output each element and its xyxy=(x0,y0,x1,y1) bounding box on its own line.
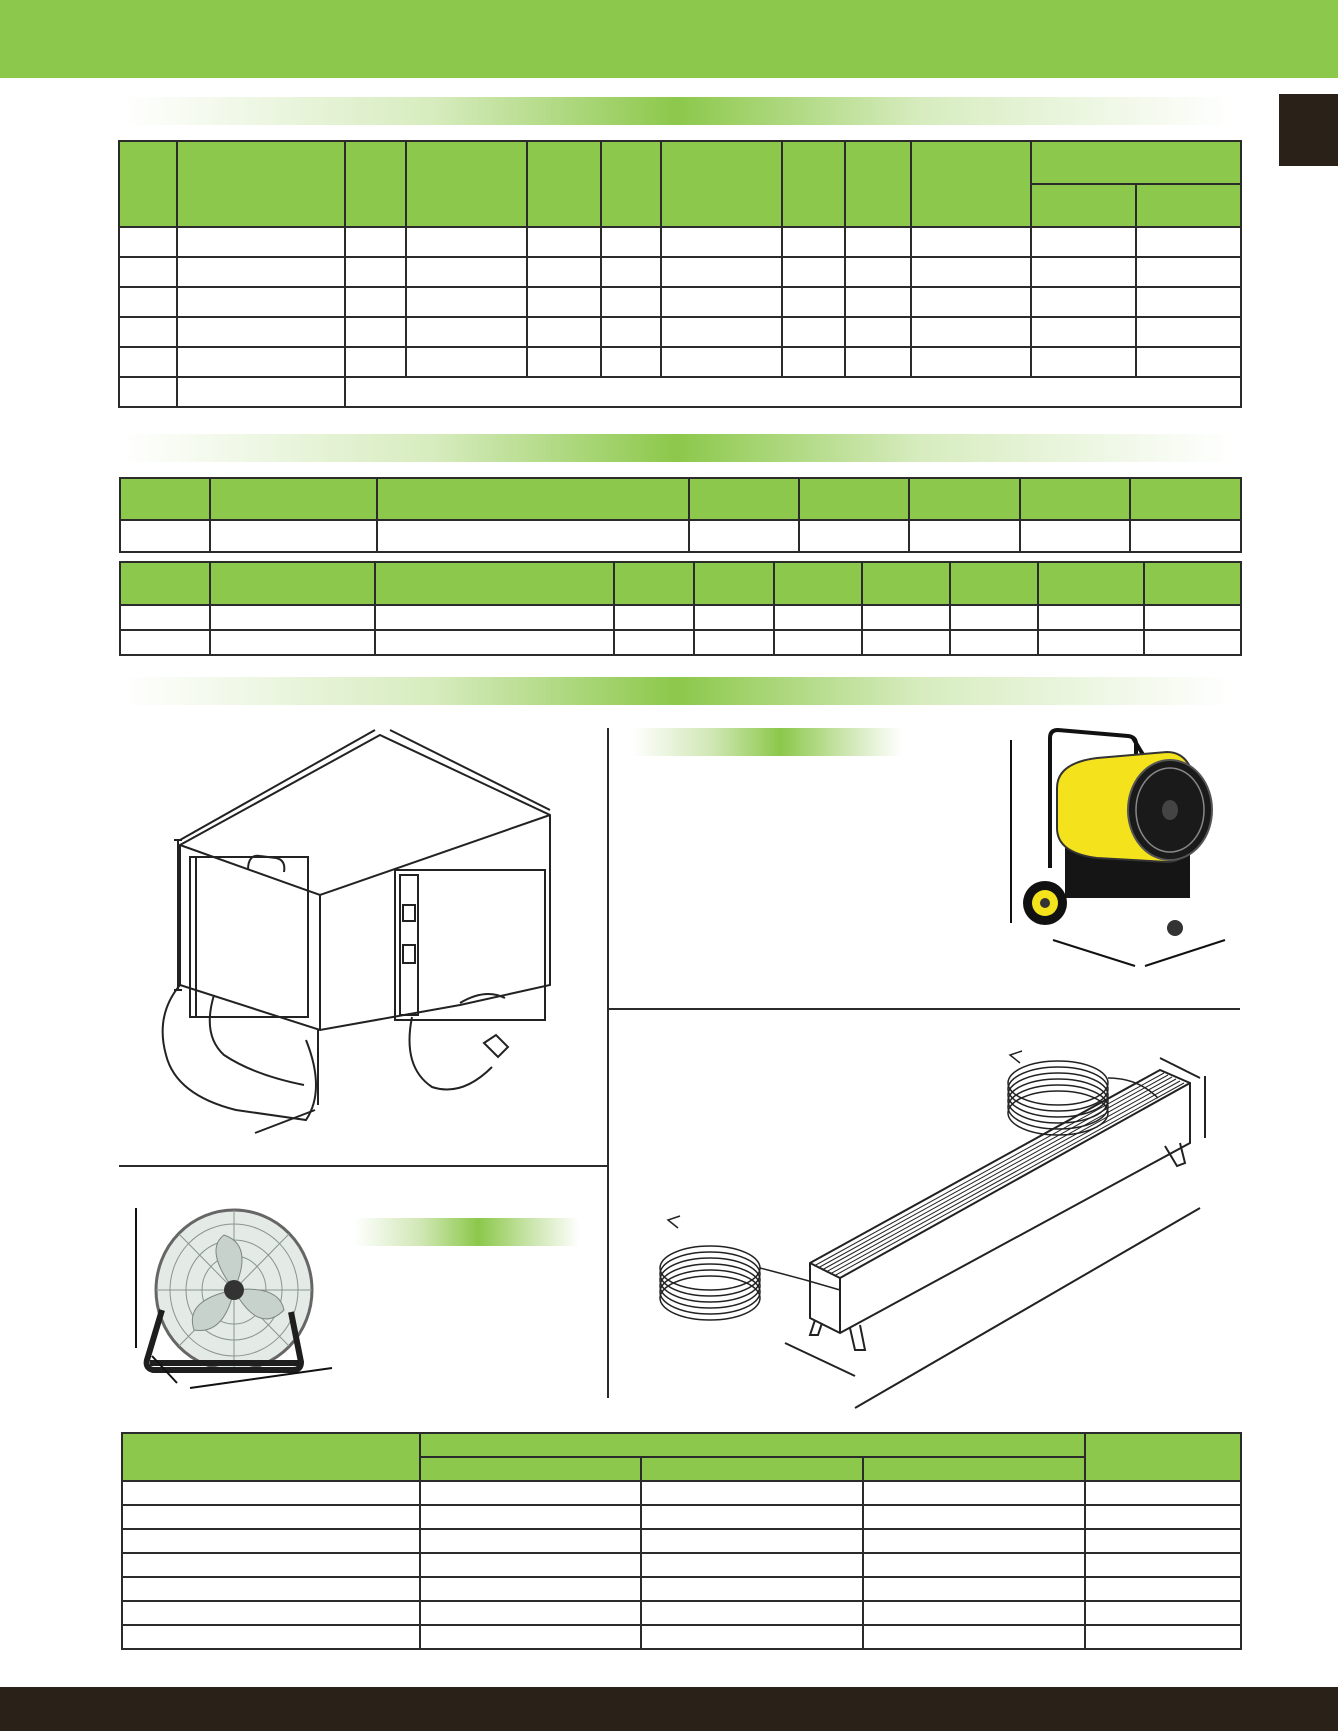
spec-table-1-header-cell xyxy=(601,141,661,227)
table-cell xyxy=(661,347,782,377)
table-cell xyxy=(694,630,774,655)
table-cell xyxy=(863,1625,1085,1649)
portable-heater-illustration xyxy=(150,725,570,1145)
table-cell xyxy=(119,347,177,377)
table-cell xyxy=(950,630,1038,655)
table-cell xyxy=(601,257,661,287)
table-cell xyxy=(774,630,862,655)
spec-table-1-header-cell xyxy=(527,141,601,227)
table-cell xyxy=(210,630,375,655)
table-row xyxy=(119,377,1241,407)
table-cell xyxy=(601,227,661,257)
table-row xyxy=(122,1601,1241,1625)
table-cell xyxy=(122,1505,420,1529)
table-cell xyxy=(1136,227,1241,257)
table-cell xyxy=(641,1553,863,1577)
table-cell xyxy=(375,605,614,630)
table-cell xyxy=(614,605,694,630)
table-cell xyxy=(911,347,1031,377)
table-cell xyxy=(1136,347,1241,377)
table-cell xyxy=(641,1505,863,1529)
spec-table-4 xyxy=(121,1432,1242,1650)
spec-table-1-header-cell xyxy=(911,141,1031,227)
table-cell xyxy=(950,562,1038,605)
table-cell xyxy=(863,1553,1085,1577)
table-cell xyxy=(661,257,782,287)
table-row xyxy=(119,347,1241,377)
table-cell xyxy=(1031,257,1136,287)
table-cell xyxy=(527,287,601,317)
wheeled-blower-heater-image xyxy=(1005,718,1235,948)
table-row xyxy=(122,1577,1241,1601)
table-cell xyxy=(345,347,406,377)
table-cell xyxy=(420,1577,641,1601)
table-row xyxy=(122,1481,1241,1505)
table-cell xyxy=(527,317,601,347)
spec-table-1-header-cell xyxy=(119,141,177,227)
table-cell xyxy=(1031,227,1136,257)
table-cell xyxy=(406,317,527,347)
table-cell xyxy=(119,377,177,407)
table-cell xyxy=(177,257,345,287)
table-cell xyxy=(375,630,614,655)
horizontal-divider-right xyxy=(607,1008,1240,1010)
table-cell xyxy=(406,257,527,287)
table-cell xyxy=(601,287,661,317)
table-cell xyxy=(406,347,527,377)
table-cell xyxy=(1038,630,1144,655)
table-cell xyxy=(862,605,950,630)
table-cell xyxy=(1085,1481,1241,1505)
table-cell xyxy=(694,605,774,630)
table-cell xyxy=(377,520,689,552)
spec-table-4-subheader-cell xyxy=(863,1457,1085,1481)
table-cell xyxy=(420,1553,641,1577)
table-cell xyxy=(122,1577,420,1601)
table-cell xyxy=(177,287,345,317)
table-cell xyxy=(1085,1505,1241,1529)
table-cell xyxy=(122,1553,420,1577)
table-row xyxy=(119,317,1241,347)
table-cell xyxy=(377,478,689,520)
table-cell xyxy=(345,257,406,287)
table-cell xyxy=(909,478,1020,520)
spec-table-4-subheader-cell xyxy=(420,1457,641,1481)
table-cell xyxy=(1085,1577,1241,1601)
table-cell xyxy=(119,317,177,347)
table-row xyxy=(119,257,1241,287)
table-cell xyxy=(689,478,799,520)
table-cell xyxy=(345,227,406,257)
table-cell xyxy=(345,287,406,317)
table-cell xyxy=(799,478,909,520)
spec-table-1-header-group xyxy=(1031,141,1241,184)
spec-table-1-header-cell xyxy=(782,141,845,227)
table-cell xyxy=(120,630,210,655)
table-cell xyxy=(406,287,527,317)
table-cell xyxy=(911,227,1031,257)
table-row xyxy=(119,287,1241,317)
section-band-3 xyxy=(122,677,1232,705)
table-cell xyxy=(782,257,845,287)
table-cell xyxy=(862,562,950,605)
table-cell xyxy=(119,257,177,287)
table-cell xyxy=(1144,605,1241,630)
table-cell xyxy=(863,1577,1085,1601)
table-row xyxy=(122,1529,1241,1553)
table-cell xyxy=(420,1481,641,1505)
table-cell xyxy=(799,520,909,552)
table-cell xyxy=(1130,520,1241,552)
table-cell xyxy=(661,287,782,317)
table-cell xyxy=(527,257,601,287)
spec-table-4-header-cell xyxy=(1085,1433,1241,1481)
table-cell xyxy=(1031,347,1136,377)
table-cell xyxy=(120,605,210,630)
table-cell xyxy=(1136,287,1241,317)
table-cell xyxy=(375,562,614,605)
floor-fan-image xyxy=(122,1198,347,1398)
table-cell xyxy=(641,1529,863,1553)
table-cell xyxy=(122,1529,420,1553)
table-cell xyxy=(782,287,845,317)
table-cell xyxy=(120,520,210,552)
table-cell xyxy=(210,605,375,630)
spec-table-4-subheader-cell xyxy=(641,1457,863,1481)
table-cell xyxy=(1038,562,1144,605)
table-cell xyxy=(1085,1601,1241,1625)
table-cell xyxy=(863,1481,1085,1505)
table-cell xyxy=(909,520,1020,552)
table-cell xyxy=(1144,630,1241,655)
table-cell xyxy=(950,605,1038,630)
table-cell xyxy=(782,317,845,347)
table-cell xyxy=(845,227,911,257)
table-cell xyxy=(911,257,1031,287)
table-cell xyxy=(774,605,862,630)
table-cell xyxy=(661,317,782,347)
table-cell xyxy=(1031,317,1136,347)
table-cell xyxy=(527,227,601,257)
table-cell xyxy=(1085,1529,1241,1553)
table-cell xyxy=(911,287,1031,317)
table-cell xyxy=(1085,1553,1241,1577)
spec-table-1-subheader-cell xyxy=(1136,184,1241,227)
table-cell xyxy=(1020,478,1130,520)
table-cell xyxy=(119,227,177,257)
table-cell xyxy=(177,227,345,257)
table-cell xyxy=(614,562,694,605)
table-cell xyxy=(1031,287,1136,317)
table-cell xyxy=(863,1601,1085,1625)
table-row xyxy=(122,1505,1241,1529)
table-cell xyxy=(863,1529,1085,1553)
table-cell xyxy=(420,1529,641,1553)
table-cell xyxy=(120,562,210,605)
table-cell xyxy=(122,1481,420,1505)
table-cell xyxy=(782,347,845,377)
table-cell xyxy=(641,1625,863,1649)
table-cell xyxy=(862,630,950,655)
table-row xyxy=(120,630,1241,655)
table-cell xyxy=(614,630,694,655)
table-cell xyxy=(210,478,377,520)
table-cell xyxy=(406,227,527,257)
table-cell xyxy=(177,377,345,407)
spec-table-1-header-cell xyxy=(345,141,406,227)
spec-table-1 xyxy=(118,140,1242,408)
table-cell xyxy=(1130,478,1241,520)
table-cell xyxy=(119,287,177,317)
table-cell xyxy=(845,287,911,317)
table-cell xyxy=(420,1601,641,1625)
table-cell xyxy=(601,317,661,347)
spec-table-1-header-cell xyxy=(177,141,345,227)
table-cell xyxy=(122,1625,420,1649)
table-cell xyxy=(345,377,1241,407)
table-row xyxy=(122,1625,1241,1649)
spec-table-1-subheader-cell xyxy=(1031,184,1136,227)
table-cell xyxy=(420,1505,641,1529)
table-cell xyxy=(210,562,375,605)
table-row xyxy=(120,520,1241,552)
table-cell xyxy=(1144,562,1241,605)
table-cell xyxy=(782,227,845,257)
table-cell xyxy=(863,1505,1085,1529)
table-cell xyxy=(210,520,377,552)
table-cell xyxy=(1038,605,1144,630)
spec-table-1-header-cell xyxy=(406,141,527,227)
table-cell xyxy=(1020,520,1130,552)
spec-table-1-header-cell xyxy=(845,141,911,227)
bottom-footer-bar xyxy=(0,1687,1338,1731)
spec-table-4-header-cell xyxy=(122,1433,420,1481)
table-cell xyxy=(177,347,345,377)
table-cell xyxy=(661,227,782,257)
spec-table-3 xyxy=(119,561,1242,656)
table-row xyxy=(119,227,1241,257)
table-cell xyxy=(177,317,345,347)
spec-table-2 xyxy=(119,477,1242,553)
table-cell xyxy=(845,257,911,287)
table-cell xyxy=(641,1481,863,1505)
side-section-tab xyxy=(1279,94,1338,166)
table-cell xyxy=(641,1601,863,1625)
table-cell xyxy=(1136,257,1241,287)
table-row xyxy=(120,605,1241,630)
table-cell xyxy=(527,347,601,377)
table-cell xyxy=(601,347,661,377)
section-band-2 xyxy=(122,434,1232,462)
table-cell xyxy=(694,562,774,605)
table-cell xyxy=(120,478,210,520)
horizontal-divider-left xyxy=(119,1165,609,1167)
table-cell xyxy=(845,317,911,347)
product-label-band-1 xyxy=(632,728,902,756)
table-cell xyxy=(689,520,799,552)
table-cell xyxy=(845,347,911,377)
table-row xyxy=(122,1553,1241,1577)
baseboard-heater-illustration xyxy=(660,1028,1240,1408)
table-cell xyxy=(911,317,1031,347)
product-label-band-2 xyxy=(354,1218,580,1246)
table-cell xyxy=(122,1601,420,1625)
vertical-divider xyxy=(607,728,609,1398)
table-cell xyxy=(420,1625,641,1649)
table-cell xyxy=(345,317,406,347)
spec-table-1-header-cell xyxy=(661,141,782,227)
table-cell xyxy=(774,562,862,605)
top-header-bar xyxy=(0,0,1338,78)
table-cell xyxy=(1136,317,1241,347)
section-band-1 xyxy=(122,97,1232,125)
table-cell xyxy=(641,1577,863,1601)
table-cell xyxy=(1085,1625,1241,1649)
spec-table-4-header-group xyxy=(420,1433,1085,1457)
